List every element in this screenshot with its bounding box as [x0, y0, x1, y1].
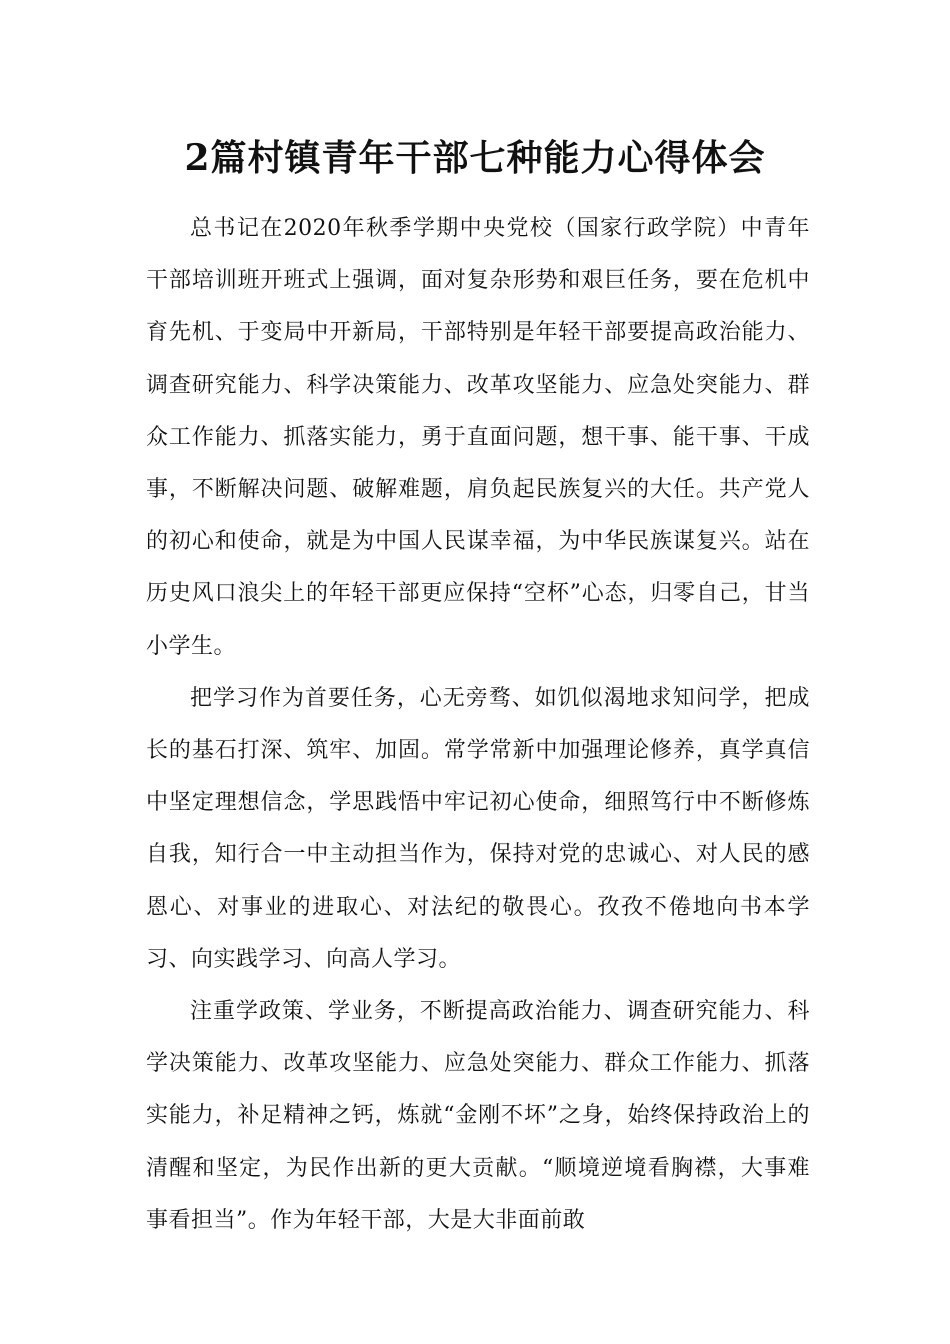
document-title: 2篇村镇青年干部七种能力心得体会 [184, 137, 766, 179]
document-body [146, 203, 810, 1247]
paragraph-2: 把学习作为首要任务，心无旁骛、如饥似渴地求知问学，把成长的基石打深、筑牢、加固。常学常新中加强理论修养，真学真信中坚定理想信念，学思践悟中牢记初心使命，细照笃行中不断修炼自我，知行合一中主动担当作为，保持对党的忠诚心、对人民的感恩心、对事业的进取心、对法纪的敬畏心。孜孜不倦地向书本学习、向实践学习、向高人学习。 [146, 685, 810, 972]
paragraph-3: 注重学政策、学业务，不断提高政治能力、调查研究能力、科学决策能力、改革攻坚能力、应急处突能力、群众工作能力、抓落实能力，补足精神之钙，炼就“金刚不坏”之身，始终保持政治上的清醒和坚定，为民作出新的更大贡献。“顺境逆境看胸襟，大事难事看担当”。作为年轻干部，大是大非面前敢 [146, 999, 810, 1233]
paragraph-1: 总书记在2020年秋季学期中央党校（国家行政学院）中青年干部培训班开班式上强调，面对复杂形势和艰巨任务，要在危机中育先机、于变局中开新局，干部特别是年轻干部要提高政治能力、调查研究能力、科学决策能力、改革攻坚能力、应急处突能力、群众工作能力、抓落实能力，勇于直面问题，想干事、能干事、干成事，不断解决问题、破解难题，肩负起民族复兴的大任。共产党人的初心和使命，就是为中国人民谋幸福，为中华民族谋复兴。站在历史风口浪尖上的年轻干部更应保持“空杯”心态，归零自己，甘当小学生。 [146, 216, 810, 659]
